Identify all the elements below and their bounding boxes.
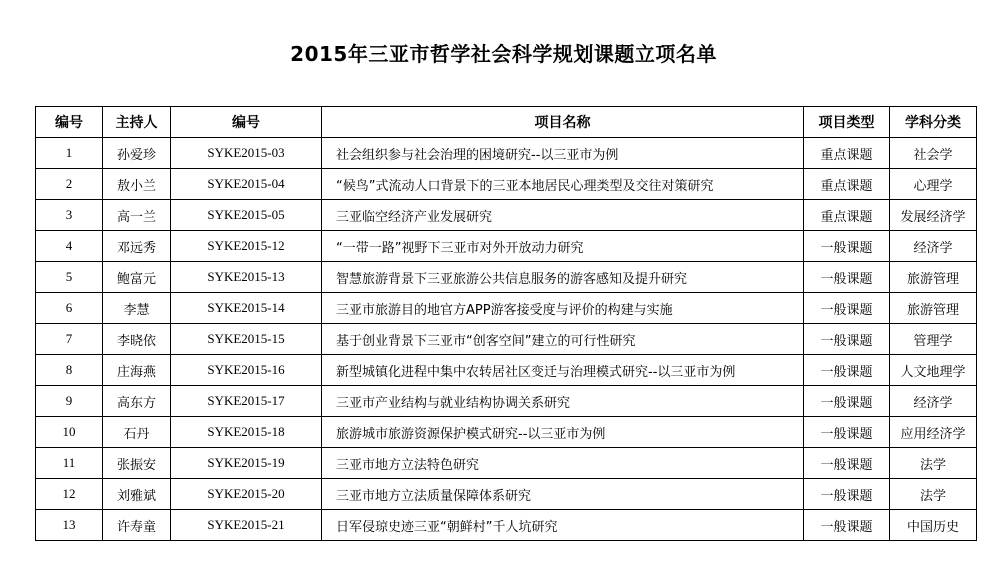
cell-number: 1 bbox=[36, 138, 103, 169]
cell-number: 11 bbox=[36, 448, 103, 479]
cell-project-name: 智慧旅游背景下三亚旅游公共信息服务的游客感知及提升研究 bbox=[322, 262, 804, 293]
cell-host: 张振安 bbox=[103, 448, 171, 479]
table-row bbox=[36, 510, 977, 541]
cell-project-type: 一般课题 bbox=[804, 386, 890, 417]
cell-project-type: 一般课题 bbox=[804, 293, 890, 324]
cell-code: SYKE2015-14 bbox=[171, 293, 322, 324]
cell-subject: 管理学 bbox=[890, 324, 977, 355]
cell-project-name: 新型城镇化进程中集中农转居社区变迁与治理模式研究--以三亚市为例 bbox=[322, 355, 804, 386]
cell-project-name: 基于创业背景下三亚市“创客空间”建立的可行性研究 bbox=[322, 324, 804, 355]
cell-subject: 中国历史 bbox=[890, 510, 977, 541]
cell-host: 高东方 bbox=[103, 386, 171, 417]
table-row bbox=[36, 169, 977, 200]
cell-subject: 人文地理学 bbox=[890, 355, 977, 386]
cell-project-name: 旅游城市旅游资源保护模式研究--以三亚市为例 bbox=[322, 417, 804, 448]
cell-subject: 旅游管理 bbox=[890, 262, 977, 293]
table-row bbox=[36, 355, 977, 386]
cell-project-name: 三亚市地方立法质量保障体系研究 bbox=[322, 479, 804, 510]
cell-subject: 旅游管理 bbox=[890, 293, 977, 324]
cell-host: 邓远秀 bbox=[103, 231, 171, 262]
cell-code: SYKE2015-12 bbox=[171, 231, 322, 262]
table-row bbox=[36, 417, 977, 448]
cell-host: 刘雅斌 bbox=[103, 479, 171, 510]
header-subject: 学科分类 bbox=[890, 107, 977, 138]
table-row bbox=[36, 448, 977, 479]
cell-project-type: 重点课题 bbox=[804, 138, 890, 169]
cell-subject: 法学 bbox=[890, 448, 977, 479]
cell-project-type: 重点课题 bbox=[804, 200, 890, 231]
cell-project-type: 重点课题 bbox=[804, 169, 890, 200]
cell-number: 8 bbox=[36, 355, 103, 386]
cell-number: 13 bbox=[36, 510, 103, 541]
cell-project-name: 三亚市地方立法特色研究 bbox=[322, 448, 804, 479]
cell-host: 李慧 bbox=[103, 293, 171, 324]
cell-code: SYKE2015-13 bbox=[171, 262, 322, 293]
table-row bbox=[36, 324, 977, 355]
header-project-name: 项目名称 bbox=[322, 107, 804, 138]
cell-code: SYKE2015-17 bbox=[171, 386, 322, 417]
project-list-table bbox=[35, 106, 977, 541]
table-row bbox=[36, 262, 977, 293]
table-row bbox=[36, 138, 977, 169]
table-row bbox=[36, 231, 977, 262]
cell-host: 李晓依 bbox=[103, 324, 171, 355]
table-header-row bbox=[36, 107, 977, 138]
cell-subject: 发展经济学 bbox=[890, 200, 977, 231]
cell-subject: 社会学 bbox=[890, 138, 977, 169]
cell-code: SYKE2015-04 bbox=[171, 169, 322, 200]
cell-code: SYKE2015-03 bbox=[171, 138, 322, 169]
header-number: 编号 bbox=[36, 107, 103, 138]
cell-project-name: “候鸟”式流动人口背景下的三亚本地居民心理类型及交往对策研究 bbox=[322, 169, 804, 200]
cell-number: 9 bbox=[36, 386, 103, 417]
cell-project-name: 三亚市旅游目的地官方APP游客接受度与评价的构建与实施 bbox=[322, 293, 804, 324]
table-row bbox=[36, 293, 977, 324]
cell-number: 2 bbox=[36, 169, 103, 200]
cell-subject: 心理学 bbox=[890, 169, 977, 200]
cell-project-name: 日军侵琼史迹三亚“朝鲜村”千人坑研究 bbox=[322, 510, 804, 541]
cell-project-type: 一般课题 bbox=[804, 417, 890, 448]
cell-host: 许寿童 bbox=[103, 510, 171, 541]
cell-subject: 经济学 bbox=[890, 231, 977, 262]
cell-project-type: 一般课题 bbox=[804, 448, 890, 479]
cell-host: 孙爱珍 bbox=[103, 138, 171, 169]
table-row bbox=[36, 386, 977, 417]
cell-host: 高一兰 bbox=[103, 200, 171, 231]
cell-number: 12 bbox=[36, 479, 103, 510]
cell-project-type: 一般课题 bbox=[804, 324, 890, 355]
cell-code: SYKE2015-18 bbox=[171, 417, 322, 448]
cell-number: 5 bbox=[36, 262, 103, 293]
cell-subject: 法学 bbox=[890, 479, 977, 510]
cell-project-name: 三亚临空经济产业发展研究 bbox=[322, 200, 804, 231]
table-row bbox=[36, 479, 977, 510]
cell-project-name: 社会组织参与社会治理的困境研究--以三亚市为例 bbox=[322, 138, 804, 169]
cell-host: 敖小兰 bbox=[103, 169, 171, 200]
header-code: 编号 bbox=[171, 107, 322, 138]
cell-number: 3 bbox=[36, 200, 103, 231]
table-row bbox=[36, 200, 977, 231]
cell-code: SYKE2015-19 bbox=[171, 448, 322, 479]
cell-number: 10 bbox=[36, 417, 103, 448]
cell-host: 石丹 bbox=[103, 417, 171, 448]
cell-project-name: “一带一路”视野下三亚市对外开放动力研究 bbox=[322, 231, 804, 262]
header-host: 主持人 bbox=[103, 107, 171, 138]
cell-project-type: 一般课题 bbox=[804, 231, 890, 262]
cell-code: SYKE2015-20 bbox=[171, 479, 322, 510]
cell-project-type: 一般课题 bbox=[804, 262, 890, 293]
cell-code: SYKE2015-05 bbox=[171, 200, 322, 231]
cell-code: SYKE2015-15 bbox=[171, 324, 322, 355]
cell-number: 6 bbox=[36, 293, 103, 324]
cell-code: SYKE2015-21 bbox=[171, 510, 322, 541]
cell-number: 7 bbox=[36, 324, 103, 355]
cell-project-type: 一般课题 bbox=[804, 355, 890, 386]
cell-code: SYKE2015-16 bbox=[171, 355, 322, 386]
cell-project-name: 三亚市产业结构与就业结构协调关系研究 bbox=[322, 386, 804, 417]
cell-host: 庄海燕 bbox=[103, 355, 171, 386]
cell-subject: 应用经济学 bbox=[890, 417, 977, 448]
cell-project-type: 一般课题 bbox=[804, 510, 890, 541]
cell-host: 鲍富元 bbox=[103, 262, 171, 293]
document-title: 2015年三亚市哲学社会科学规划课题立项名单 bbox=[290, 42, 717, 66]
cell-subject: 经济学 bbox=[890, 386, 977, 417]
cell-number: 4 bbox=[36, 231, 103, 262]
header-project-type: 项目类型 bbox=[804, 107, 890, 138]
cell-project-type: 一般课题 bbox=[804, 479, 890, 510]
